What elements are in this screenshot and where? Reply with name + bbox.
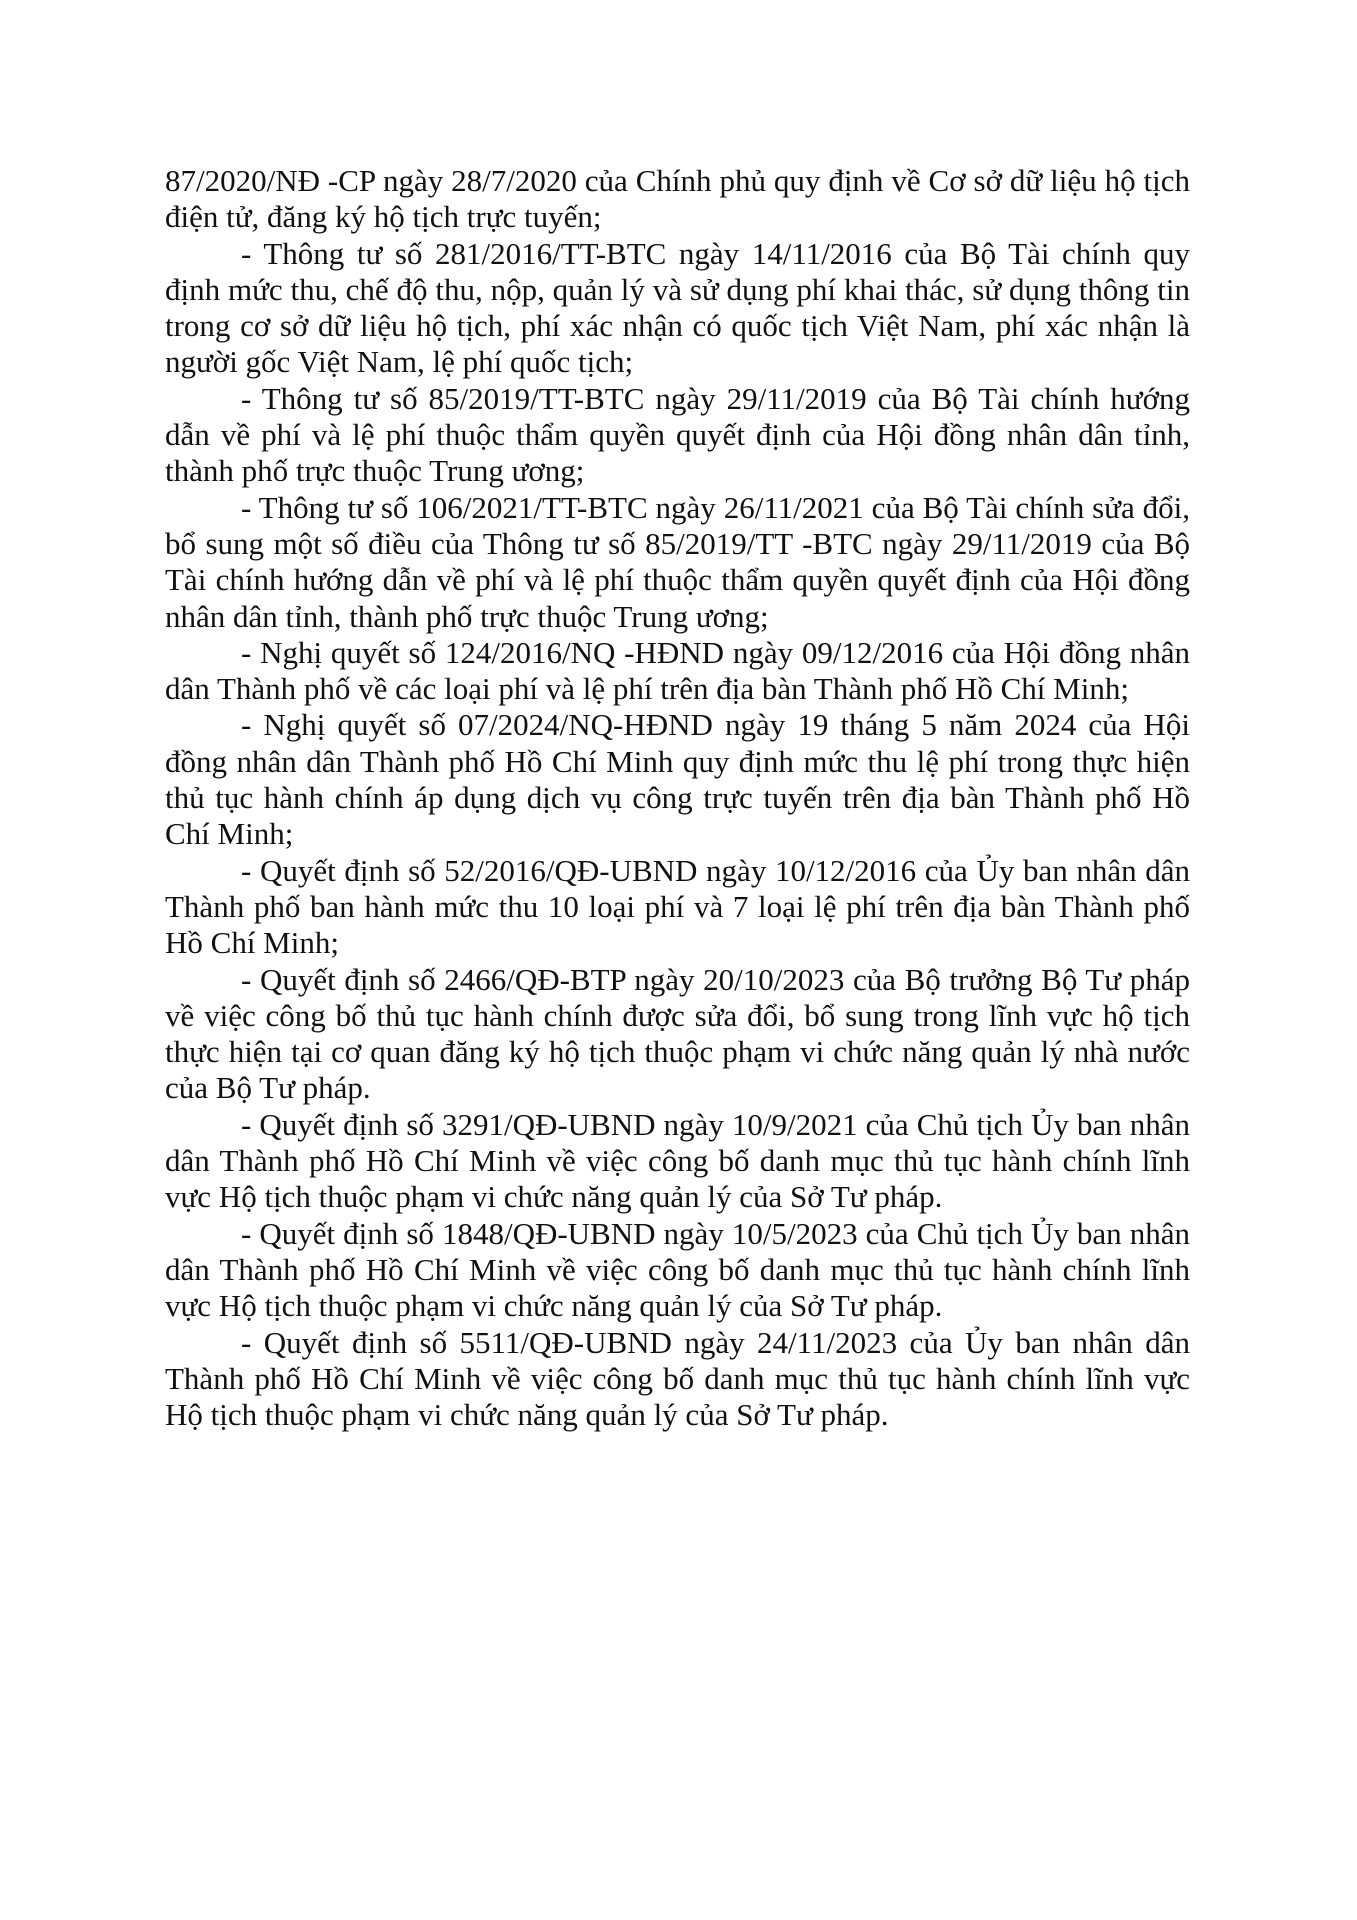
paragraph-decision-5511: - Quyết định số 5511/QĐ-UBND ngày 24/11/2023 của Ủy ban nhân dân Thành phố Hồ Chí Minh về việc công bố danh mục thủ tục hành chính lĩnh vực Hộ tịch thuộc phạm vi chức năng quản lý của Sở Tư pháp. (165, 1324, 1190, 1433)
paragraph-circular-85: - Thông tư số 85/2019/TT-BTC ngày 29/11/2019 của Bộ Tài chính hướng dẫn về phí và lệ phí thuộc thẩm quyền quyết định của Hội đồng nhân dân tỉnh, thành phố trực thuộc Trung ương; (165, 380, 1190, 489)
paragraph-circular-281: - Thông tư số 281/2016/TT-BTC ngày 14/11/2016 của Bộ Tài chính quy định mức thu, chế độ thu, nộp, quản lý và sử dụng phí khai thác, sử dụng thông tin trong cơ sở dữ liệu hộ tịch, phí xác nhận có quốc tịch Việt Nam, phí xác nhận là người gốc Việt Nam, lệ phí quốc tịch; (165, 235, 1190, 380)
paragraph-decision-2466: - Quyết định số 2466/QĐ-BTP ngày 20/10/2023 của Bộ trưởng Bộ Tư pháp về việc công bố thủ tục hành chính được sửa đổi, bổ sung trong lĩnh vực hộ tịch thực hiện tại cơ quan đăng ký hộ tịch thuộc phạm vi chức năng quản lý nhà nước của Bộ Tư pháp. (165, 961, 1190, 1106)
paragraph-resolution-07: - Nghị quyết số 07/2024/NQ-HĐND ngày 19 tháng 5 năm 2024 của Hội đồng nhân dân Thành phố Hồ Chí Minh quy định mức thu lệ phí trong thực hiện thủ tục hành chính áp dụng dịch vụ công trực tuyến trên địa bàn Thành phố Hồ Chí Minh; (165, 707, 1190, 852)
paragraph-resolution-124: - Nghị quyết số 124/2016/NQ -HĐND ngày 09/12/2016 của Hội đồng nhân dân Thành phố về các loại phí và lệ phí trên địa bàn Thành phố Hồ Chí Minh; (165, 634, 1190, 707)
paragraph-decision-1848: - Quyết định số 1848/QĐ-UBND ngày 10/5/2023 của Chủ tịch Ủy ban nhân dân Thành phố Hồ Chí Minh về việc công bố danh mục thủ tục hành chính lĩnh vực Hộ tịch thuộc phạm vi chức năng quản lý của Sở Tư pháp. (165, 1215, 1190, 1324)
paragraph-decision-52: - Quyết định số 52/2016/QĐ-UBND ngày 10/12/2016 của Ủy ban nhân dân Thành phố ban hành mức thu 10 loại phí và 7 loại lệ phí trên địa bàn Thành phố Hồ Chí Minh; (165, 852, 1190, 961)
paragraph-decision-3291: - Quyết định số 3291/QĐ-UBND ngày 10/9/2021 của Chủ tịch Ủy ban nhân dân Thành phố Hồ Chí Minh về việc công bố danh mục thủ tục hành chính lĩnh vực Hộ tịch thuộc phạm vi chức năng quản lý của Sở Tư pháp. (165, 1106, 1190, 1215)
document-body (165, 163, 1190, 1433)
paragraph-continuation: 87/2020/NĐ -CP ngày 28/7/2020 của Chính phủ quy định về Cơ sở dữ liệu hộ tịch điện tử, đăng ký hộ tịch trực tuyến; (165, 163, 1190, 235)
paragraph-circular-106: - Thông tư số 106/2021/TT-BTC ngày 26/11/2021 của Bộ Tài chính sửa đổi, bổ sung một số điều của Thông tư số 85/2019/TT -BTC ngày 29/11/2019 của Bộ Tài chính hướng dẫn về phí và lệ phí thuộc thẩm quyền quyết định của Hội đồng nhân dân tỉnh, thành phố trực thuộc Trung ương; (165, 489, 1190, 634)
